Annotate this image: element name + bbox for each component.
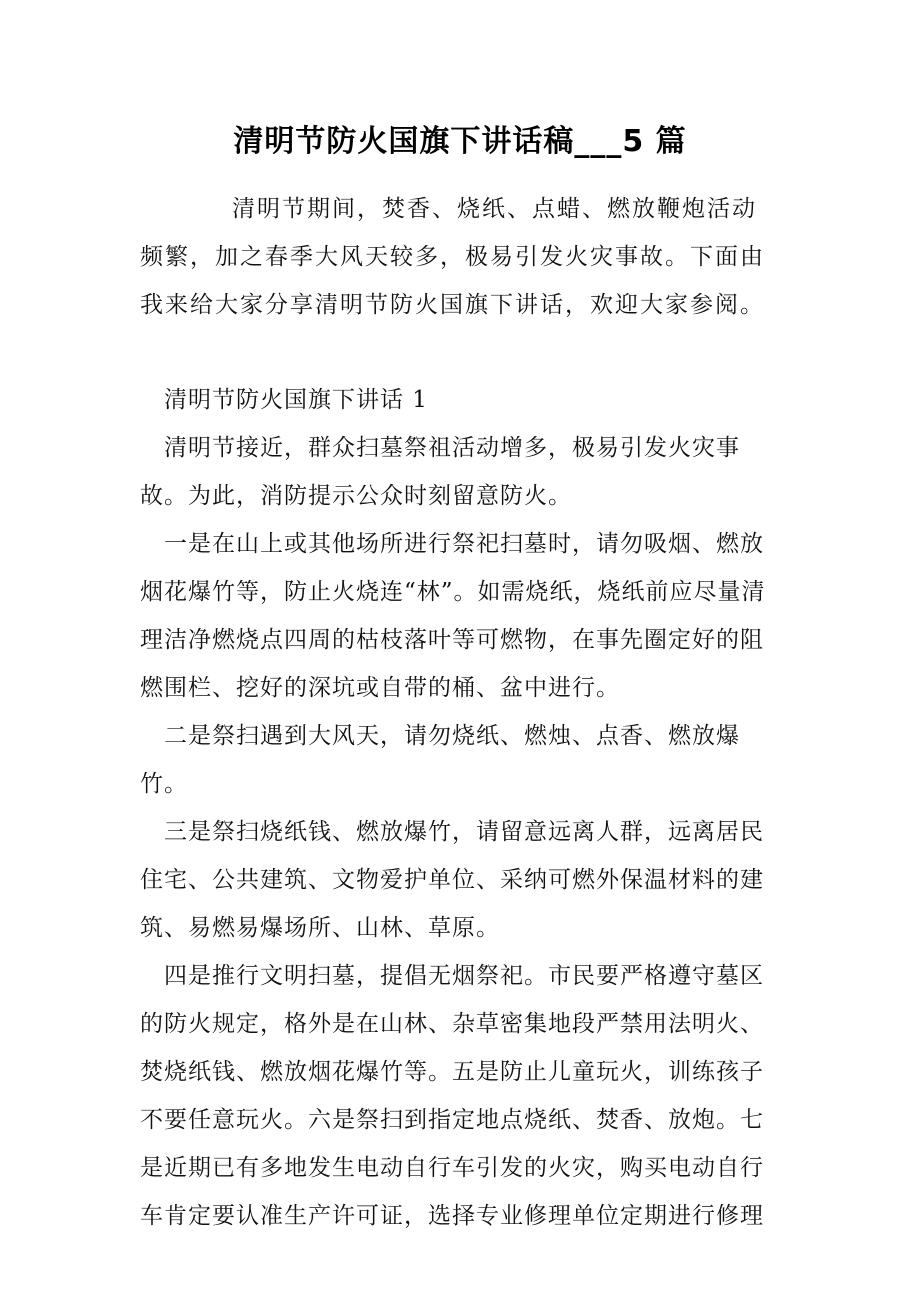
- section-heading: 清明节防火国旗下讲话 1: [164, 387, 428, 413]
- body-paragraph-5: 四是推行文明扫墓，提倡无烟祭祀。市民要严格遵守墓区的防火规定，格外是在山林、杂草密集地段严禁用法明火、焚烧纸钱、燃放烟花爆竹等。五是防止儿童玩火，训练孩子不要任意玩火。六是祭扫到指定地点烧纸、焚香、放炮。七是近期已有多地发生电动自行车引发的火灾，购买电动自行车肯定要认准生产许可证，选择专业修理单位定期进行修理: [140, 963, 764, 1229]
- document-body: [140, 376, 780, 1240]
- body-paragraph-1: 清明节接近，群众扫墓祭祖活动增多，极易引发火灾事故。为此，消防提示公众时刻留意防火。: [140, 435, 740, 509]
- body-paragraph-2: 一是在山上或其他场所进行祭祀扫墓时，请勿吸烟、燃放烟花爆竹等，防止火烧连“林”。如需烧纸，烧纸前应尽量清理洁净燃烧点四周的枯枝落叶等可燃物，在事先圈定好的阻燃围栏、挖好的深坑或自带的桶、盆中进行。: [140, 531, 766, 701]
- body-paragraph-4: 三是祭扫烧纸钱、燃放爆竹，请留意远离人群，远离居民住宅、公共建筑、文物爱护单位、采纳可燃外保温材料的建筑、易燃易爆场所、山林、草原。: [140, 819, 764, 941]
- body-paragraph-3: 二是祭扫遇到大风天，请勿烧纸、燃烛、点香、燃放爆竹。: [140, 723, 740, 797]
- document-title: 清明节防火国旗下讲话稿___5 篇: [233, 124, 687, 159]
- intro-paragraph: 清明节期间，焚香、烧纸、点蜡、燃放鞭炮活动频繁，加之春季大风天较多，极易引发火灾事故。下面由我来给大家分享清明节防火国旗下讲话，欢迎大家参阅。: [140, 196, 765, 318]
